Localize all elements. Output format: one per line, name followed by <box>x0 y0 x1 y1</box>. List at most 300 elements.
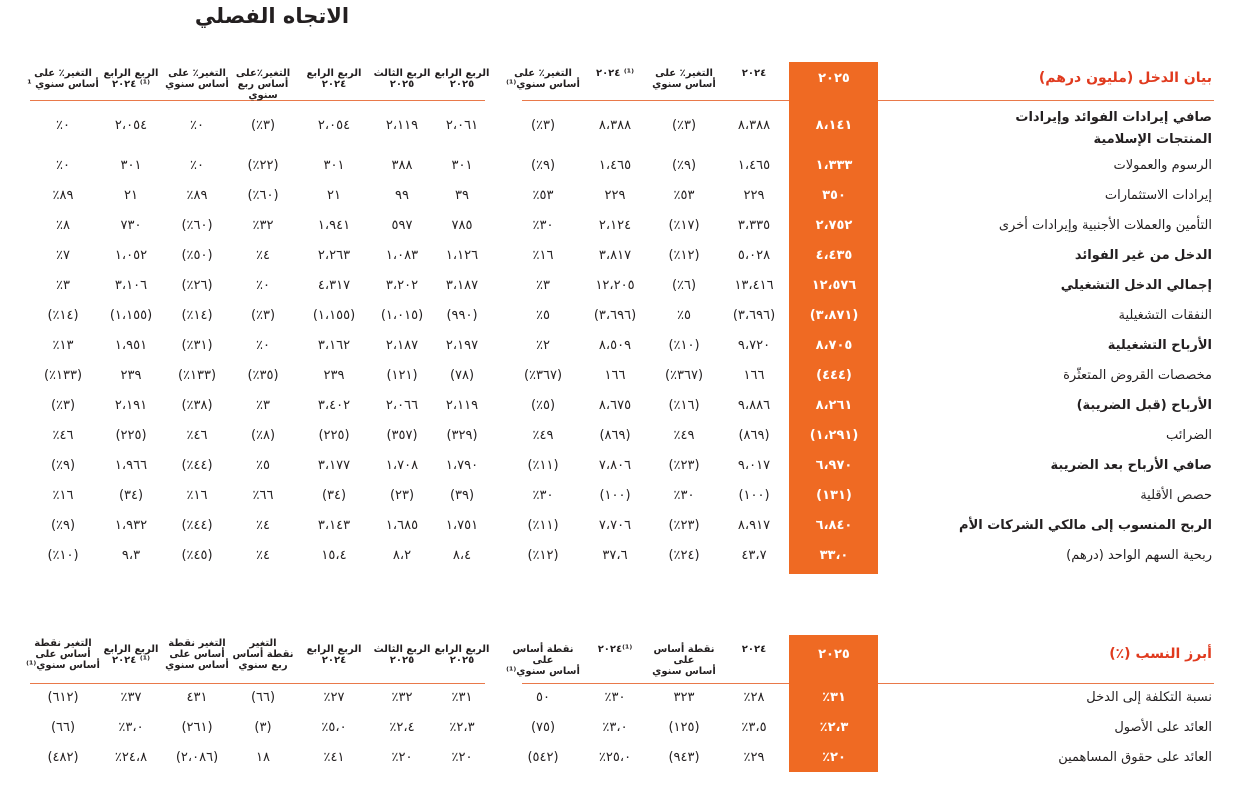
table-cell: ٣٨٨ <box>391 158 413 173</box>
table-cell: ٪٣،٠ <box>118 720 144 735</box>
table-cell: ١،٠٥٢ <box>114 248 148 263</box>
column-header-line: الربع الرابع <box>434 68 490 79</box>
table-cell: ١٥،٤ <box>321 548 347 563</box>
table-cell: ٣،٢٠٢ <box>385 278 419 293</box>
column-header-q4_24b <box>94 644 168 666</box>
table-cell: (٧٥) <box>530 720 556 735</box>
column-header-line: التغير٪ على <box>655 68 713 79</box>
column-header-y2024b <box>578 68 652 79</box>
column-header-line: ٢٠٢٥ <box>389 655 415 666</box>
row-label: إجمالي الدخل التشغيلي <box>1060 278 1212 293</box>
column-header-chg_y <box>647 68 721 90</box>
column-header-chg_y <box>647 644 721 677</box>
column-header-line: ٢٠٢٥ <box>449 79 475 90</box>
column-header-line: الربع الثالث <box>373 68 431 79</box>
table-cell: ٪٨ <box>56 218 70 233</box>
current-year-value: ٣٥٠ <box>822 188 846 203</box>
table-cell: ٣،٣٣٥ <box>737 218 771 233</box>
table-cell: (٪٩) <box>50 518 76 533</box>
table-cell: (٪١٤) <box>47 308 79 323</box>
table-cell: (٪١٠) <box>668 338 700 353</box>
table-cell: (٢٦١) <box>181 720 213 735</box>
table-cell: ٢،١٢٤ <box>598 218 632 233</box>
column-header-line: ٢٠٢٤⁽¹⁾ <box>597 644 633 655</box>
table-cell: ٨،٣٨٨ <box>737 118 771 133</box>
table-cell: (٪١٦) <box>668 398 700 413</box>
row-label: صافي إيرادات الفوائد وإيرادات المنتجات الإسلامية <box>1015 110 1212 147</box>
table-cell: ٪١٦ <box>52 488 74 503</box>
header-rule-mid <box>522 683 789 684</box>
table-cell: ٪٥٣ <box>673 188 695 203</box>
table-cell: ٢،٠٦١ <box>445 118 479 133</box>
table-cell: ٢،١١٩ <box>445 398 479 413</box>
column-header-q4_24 <box>297 644 371 666</box>
column-header-line: الربع الرابع <box>103 68 159 79</box>
table-cell: (٪٩) <box>530 158 556 173</box>
table-cell: ٧،٧٠٦ <box>598 518 632 533</box>
column-header-q4_24 <box>297 68 371 90</box>
table-cell: ٩،٨٨٦ <box>737 398 771 413</box>
table-cell: (٥٤٢) <box>527 750 559 765</box>
table-cell: ٪٥٣ <box>532 188 554 203</box>
column-header-line: التغير٪ على <box>34 68 92 79</box>
table-cell: ١٨ <box>256 750 270 765</box>
table-cell: ٪٣٢ <box>391 690 413 705</box>
table-cell: ٤٣١ <box>186 690 208 705</box>
column-header-line: الربع الثالث <box>373 644 431 655</box>
column-header-line: التغير نقطة <box>168 638 226 649</box>
current-year-value: ٤،٤٣٥ <box>815 248 853 263</box>
table-cell: (٪٢٦) <box>181 278 213 293</box>
table-cell: (٪٥) <box>530 398 556 413</box>
table-cell: ٧٣٠ <box>120 218 142 233</box>
table-cell: (٪٣٨) <box>181 398 213 413</box>
table-cell: ٪٣٢ <box>252 218 274 233</box>
table-cell: ٣،١٠٦ <box>114 278 148 293</box>
header-rule-left <box>30 683 485 684</box>
table-cell: ٢٣٩ <box>323 368 345 383</box>
row-label: ربحية السهم الواحد (درهم) <box>1066 548 1212 563</box>
column-header-line: الربع الرابع <box>103 644 159 655</box>
table-cell: ٥٠ <box>536 690 550 705</box>
table-cell: ١،٦٨٥ <box>385 518 419 533</box>
table-cell: (٪١٣٣) <box>43 368 83 383</box>
table-cell: ٢،٠٦٦ <box>385 398 419 413</box>
table-cell: (٪٣١) <box>181 338 213 353</box>
table-cell: ٤،٣١٧ <box>317 278 351 293</box>
column-header-line: أساس سنوي⁽¹⁾ <box>26 660 100 671</box>
table-cell: ٥،٠٢٨ <box>737 248 771 263</box>
table-cell: ١،٧٩٠ <box>445 458 479 473</box>
table-cell: (٪٣) <box>671 118 697 133</box>
column-header-chg_y2 <box>506 68 580 90</box>
table-cell: ٪٣٠ <box>604 690 626 705</box>
table-cell: (٪٣٦٧) <box>523 368 563 383</box>
table-cell: ٪٣١ <box>451 690 473 705</box>
table-cell: (٪٣٥) <box>247 368 279 383</box>
table-cell: (٪١٢) <box>668 248 700 263</box>
table-cell: ٩،٣ <box>121 548 141 563</box>
table-cell: (٪٤٤) <box>181 518 213 533</box>
current-year-value: ٣٣،٠ <box>819 548 849 563</box>
table-cell: (١،١٥٥) <box>109 308 153 323</box>
table-cell: ٨،٤ <box>452 548 472 563</box>
table-cell: ٪٤٩ <box>673 428 695 443</box>
column-header-line: ٢٠٢٤ ⁽¹⁾ <box>111 79 151 90</box>
table-cell: (٨٦٩) <box>738 428 770 443</box>
table-cell: (٩٩٠) <box>446 308 478 323</box>
table-cell: (٣٤) <box>118 488 144 503</box>
table-cell: (٦٦) <box>250 690 276 705</box>
column-header-line: ربع سنوي <box>238 660 288 671</box>
table-cell: ١،٩٥١ <box>114 338 148 353</box>
row-label: صافي الأرباح بعد الضريبة <box>1050 458 1212 473</box>
row-label: الرسوم والعمولات <box>1113 158 1212 173</box>
table-cell: ٪٥ <box>536 308 550 323</box>
table-cell: ١،٧٥١ <box>445 518 479 533</box>
table-cell: ٪٢٨ <box>743 690 765 705</box>
column-header-y2025: ٢٠٢٥ <box>818 71 850 86</box>
page-title: الاتجاه الفصلي <box>194 4 350 28</box>
table-cell: (٪٩) <box>50 458 76 473</box>
table-cell: ٤٣،٧ <box>741 548 767 563</box>
column-header-line: أساس سنوي <box>652 79 716 90</box>
table-cell: ١،٧٠٨ <box>385 458 419 473</box>
table-cell: ٨،٥٠٩ <box>598 338 632 353</box>
table-cell: ٪٢٠ <box>391 750 413 765</box>
current-year-value: ٪٣١ <box>822 690 846 705</box>
column-header-line: أساس سنوي <box>165 660 229 671</box>
table-cell: ٪٤٦ <box>186 428 208 443</box>
column-header-line: التغير٪ على <box>514 68 572 79</box>
table-cell: ٩،٠١٧ <box>737 458 771 473</box>
table-cell: (٧٨) <box>449 368 475 383</box>
table-cell: (٪٦٠) <box>247 188 279 203</box>
table-cell: (٣٤) <box>321 488 347 503</box>
table-cell: ١،٩٦٦ <box>114 458 148 473</box>
row-label: نسبة التكلفة إلى الدخل <box>1086 690 1212 705</box>
column-header-chg_q <box>226 638 300 671</box>
table-cell: (٢٢٥) <box>318 428 350 443</box>
table-cell: ٪٤١ <box>323 750 345 765</box>
column-header-line: التغير٪ على <box>168 68 226 79</box>
table-cell: (٪١١) <box>527 518 559 533</box>
table-cell: ٪٠ <box>56 158 70 173</box>
table-cell: (٪١٣٣) <box>177 368 217 383</box>
row-label: العائد على حقوق المساهمين <box>1058 750 1212 765</box>
table-cell: ٪٠ <box>256 278 270 293</box>
table-cell: ٪٠ <box>256 338 270 353</box>
table-cell: ٪٨٩ <box>186 188 208 203</box>
column-header-y2024 <box>717 644 791 655</box>
column-header-y2024 <box>717 68 791 79</box>
table-cell: (٢،٠٨٦) <box>175 750 219 765</box>
table-cell: ٪٢ <box>536 338 550 353</box>
table-cell: ٢،٠٥٤ <box>317 118 351 133</box>
column-header-line: أساس على <box>169 649 225 660</box>
table-cell: ٪٣،٠ <box>602 720 628 735</box>
column-header-line: الربع الرابع <box>306 644 362 655</box>
table-cell: ٪٤ <box>256 518 270 533</box>
table-cell: ٣٩ <box>455 188 469 203</box>
table-cell: (١٢٥) <box>668 720 700 735</box>
table-cell: ٪٨٩ <box>52 188 74 203</box>
column-header-line: أساس سنوي <box>652 666 716 677</box>
table-cell: (٪٣) <box>50 398 76 413</box>
column-header-chg_y4 <box>26 68 100 90</box>
table-cell: (٪١٢) <box>527 548 559 563</box>
current-year-value: ٦،٨٤٠ <box>815 518 853 533</box>
table-cell: ٪١٣ <box>52 338 74 353</box>
table-cell: (٣٢٩) <box>446 428 478 443</box>
table-cell: ٪٢٧ <box>323 690 345 705</box>
table-cell: ١،٤٦٥ <box>737 158 771 173</box>
table-cell: (٪٨) <box>250 428 276 443</box>
table-cell: (٪٦٠) <box>181 218 213 233</box>
table-cell: ٢،١٩٧ <box>445 338 479 353</box>
current-year-value: ٢،٧٥٢ <box>815 218 853 233</box>
table-cell: ٨،٩١٧ <box>737 518 771 533</box>
table-cell: (٣،٦٩٦) <box>593 308 637 323</box>
section-title: بيان الدخل (مليون درهم) <box>1038 70 1212 86</box>
table-cell: (١٢١) <box>386 368 418 383</box>
table-cell: ٩،٧٢٠ <box>737 338 771 353</box>
table-cell: (٪٢٢) <box>247 158 279 173</box>
table-cell: ٪٣ <box>536 278 550 293</box>
row-label: الأرباح التشغيلية <box>1107 338 1212 353</box>
table-cell: ٣٠١ <box>451 158 473 173</box>
table-cell: (٢٢٥) <box>115 428 147 443</box>
table-cell: (٪٣) <box>250 308 276 323</box>
table-cell: (٪١٤) <box>181 308 213 323</box>
table-cell: ٢١ <box>124 188 138 203</box>
table-cell: ٪٣٠ <box>532 488 554 503</box>
row-label: الأرباح (قبل الضريبة) <box>1076 398 1212 413</box>
column-header-line: أساس سنوي <box>165 79 229 90</box>
table-cell: (٪٣٦٧) <box>664 368 704 383</box>
table-cell: (٣٥٧) <box>386 428 418 443</box>
table-cell: ٨،٢ <box>392 548 412 563</box>
table-cell: ٪٦٦ <box>252 488 274 503</box>
column-header-chg_y2 <box>506 644 580 677</box>
table-cell: ٧٨٥ <box>451 218 473 233</box>
row-label: الدخل من غير الفوائد <box>1074 248 1212 263</box>
table-cell: ٪٤٦ <box>52 428 74 443</box>
table-cell: (١٠٠) <box>599 488 631 503</box>
table-cell: (٪٤٥) <box>181 548 213 563</box>
table-cell: ٧،٨٠٦ <box>598 458 632 473</box>
table-cell: ٪٠ <box>190 118 204 133</box>
table-cell: ٪٣ <box>256 398 270 413</box>
table-cell: ٨،٣٨٨ <box>598 118 632 133</box>
table-cell: ١٦٦ <box>743 368 765 383</box>
column-header-line: ٢٠٢٤ ⁽¹⁾ <box>595 68 635 79</box>
table-cell: ٪٢،٣ <box>449 720 475 735</box>
column-header-line: أساس سنوي⁽¹⁾ <box>506 79 580 90</box>
table-cell: ٪٤ <box>256 248 270 263</box>
table-cell: ٪٤ <box>256 548 270 563</box>
table-cell: (٪١١) <box>527 458 559 473</box>
table-cell: ٨،٦٧٥ <box>598 398 632 413</box>
header-rule-mid <box>522 100 789 101</box>
current-year-value: ١٢،٥٧٦ <box>811 278 857 293</box>
column-header-chg_q <box>226 68 300 101</box>
column-header-line: ٢٠٢٥ <box>389 79 415 90</box>
table-cell: ١،٠٨٣ <box>385 248 419 263</box>
table-cell: (٤٨٢) <box>47 750 79 765</box>
column-header-chg_y3 <box>160 68 234 90</box>
table-cell: ١،٤٦٥ <box>598 158 632 173</box>
table-cell: ٢،١٩١ <box>114 398 148 413</box>
column-header-line: الربع الرابع <box>434 644 490 655</box>
table-cell: ٪٢٠ <box>451 750 473 765</box>
column-header-y2025: ٢٠٢٥ <box>818 647 850 662</box>
table-cell: (٨٦٩) <box>599 428 631 443</box>
table-cell: ٪٧ <box>56 248 70 263</box>
current-year-value: ٨،١٤١ <box>815 118 853 133</box>
table-cell: (٣٩) <box>449 488 475 503</box>
table-cell: ٣،١٨٧ <box>445 278 479 293</box>
table-cell: ٣٠١ <box>323 158 345 173</box>
table-cell: ٩٩ <box>395 188 409 203</box>
row-label: الضرائب <box>1165 428 1212 443</box>
table-cell: ٪١٦ <box>186 488 208 503</box>
column-header-line: أساس سنوي⁽¹⁾ <box>506 666 580 677</box>
table-cell: ٢،٠٥٤ <box>114 118 148 133</box>
table-cell: ٥٩٧ <box>391 218 413 233</box>
column-header-line: التغير نقطة <box>34 638 92 649</box>
table-cell: ٪٣٠ <box>673 488 695 503</box>
table-cell: ٪١٦ <box>532 248 554 263</box>
table-cell: ٣،١٧٧ <box>317 458 351 473</box>
table-cell: ٣٠١ <box>120 158 142 173</box>
table-cell: ٢،١١٩ <box>385 118 419 133</box>
table-cell: (٪٦) <box>671 278 697 293</box>
table-cell: ٪٢٤،٨ <box>114 750 148 765</box>
table-cell: ٪٣٧ <box>120 690 142 705</box>
current-year-value: ٦،٩٧٠ <box>815 458 853 473</box>
column-header-line: ٢٠٢٥ <box>449 655 475 666</box>
row-label: مخصصات القروض المتعثّرة <box>1063 368 1212 383</box>
table-cell: ٢،٢٦٣ <box>317 248 351 263</box>
column-header-line: التغير٪على <box>235 68 291 79</box>
table-cell: ١،٩٤١ <box>317 218 351 233</box>
current-year-value: ٪٢،٣ <box>819 720 849 735</box>
current-year-value: ٨،٢٦١ <box>815 398 853 413</box>
table-cell: (٪٥٠) <box>181 248 213 263</box>
table-cell: ٪٥،٠ <box>321 720 347 735</box>
table-cell: ٪٠ <box>56 118 70 133</box>
current-year-value: ٨،٧٠٥ <box>815 338 853 353</box>
table-cell: (٣) <box>254 720 272 735</box>
table-cell: (٪٢٣) <box>668 458 700 473</box>
column-header-line: أساس ربع سنوي <box>237 79 289 101</box>
column-header-line: ٢٠٢٤ <box>321 655 347 666</box>
column-header-line: ٢٠٢٤ <box>741 68 767 79</box>
column-header-line: أساس سنوي ¹ <box>27 79 99 90</box>
table-cell: (٪٢٤) <box>668 548 700 563</box>
table-cell: ٪٣ <box>56 278 70 293</box>
header-rule-right <box>878 100 1214 101</box>
column-header-q4_24b <box>94 68 168 90</box>
table-cell: ٪٢٥،٠ <box>598 750 632 765</box>
table-cell: ٣،١٤٣ <box>317 518 351 533</box>
column-header-line: الربع الرابع <box>306 68 362 79</box>
table-cell: ٣٧،٦ <box>602 548 628 563</box>
current-year-value: (١،٢٩١) <box>809 428 859 443</box>
table-cell: (٣،٦٩٦) <box>732 308 776 323</box>
table-cell: ٪٢٩ <box>743 750 765 765</box>
table-cell: ٪٣،٥ <box>741 720 767 735</box>
table-cell: (١،٠١٥) <box>380 308 424 323</box>
table-cell: (٪٩) <box>671 158 697 173</box>
column-header-line: ٢٠٢٤ <box>741 644 767 655</box>
current-year-value: (١٣١) <box>816 488 852 503</box>
column-header-q3_25 <box>365 644 439 666</box>
table-cell: ٣،٨١٧ <box>598 248 632 263</box>
column-header-line: نقطة أساس على <box>512 644 574 666</box>
current-year-value: ١،٣٣٣ <box>815 158 853 173</box>
table-cell: (٪٤٤) <box>181 458 213 473</box>
table-cell: ١٢،٢٠٥ <box>595 278 635 293</box>
column-header-line: أساس على <box>35 649 91 660</box>
table-cell: (٪٢٣) <box>668 518 700 533</box>
table-cell: ٢١ <box>327 188 341 203</box>
section-title: أبرز النسب (٪) <box>1109 646 1212 662</box>
table-cell: (٪١٠) <box>47 548 79 563</box>
table-cell: ٢٢٩ <box>604 188 626 203</box>
row-label: إيرادات الاستثمارات <box>1104 188 1212 203</box>
table-cell: ١٣،٤١٦ <box>734 278 774 293</box>
table-cell: (٪٣) <box>530 118 556 133</box>
column-header-chg_y3 <box>160 638 234 671</box>
table-cell: (٪٣) <box>250 118 276 133</box>
table-cell: ١،١٢٦ <box>445 248 479 263</box>
row-label: العائد على الأصول <box>1114 720 1212 735</box>
table-cell: ٣،٤٠٢ <box>317 398 351 413</box>
current-year-value: (٤٤٤) <box>816 368 852 383</box>
table-cell: ٢٢٩ <box>743 188 765 203</box>
row-label: حصص الأقلية <box>1140 488 1212 503</box>
table-cell: (٦١٢) <box>47 690 79 705</box>
table-cell: ٪٥ <box>677 308 691 323</box>
column-header-line: نقطة أساس على <box>653 644 715 666</box>
table-cell: ٪٥ <box>256 458 270 473</box>
table-cell: (١،١٥٥) <box>312 308 356 323</box>
column-header-line: ٢٠٢٤ <box>321 79 347 90</box>
column-header-line: التغير <box>249 638 277 649</box>
table-cell: (٦٦) <box>50 720 76 735</box>
table-cell: ١٦٦ <box>604 368 626 383</box>
table-cell: (٩٤٣) <box>668 750 700 765</box>
column-header-line: نقطة أساس <box>232 649 294 660</box>
table-cell: (٢٣) <box>389 488 415 503</box>
table-cell: (٪١٧) <box>668 218 700 233</box>
table-cell: ١،٩٣٢ <box>114 518 148 533</box>
column-header-chg_y4 <box>26 638 100 671</box>
column-header-line: ٢٠٢٤ ⁽¹⁾ <box>111 655 151 666</box>
table-cell: (١٠٠) <box>738 488 770 503</box>
table-cell: ٢،١٨٧ <box>385 338 419 353</box>
row-label: التأمين والعملات الأجنبية وإيرادات أخرى <box>998 218 1212 233</box>
table-cell: ٪٣٠ <box>532 218 554 233</box>
table-cell: ٪٢،٤ <box>389 720 415 735</box>
table-cell: ٢٣٩ <box>120 368 142 383</box>
row-label: النفقات التشغيلية <box>1118 308 1212 323</box>
table-cell: ٪٠ <box>190 158 204 173</box>
table-cell: ٪٤٩ <box>532 428 554 443</box>
column-header-q3_25 <box>365 68 439 90</box>
